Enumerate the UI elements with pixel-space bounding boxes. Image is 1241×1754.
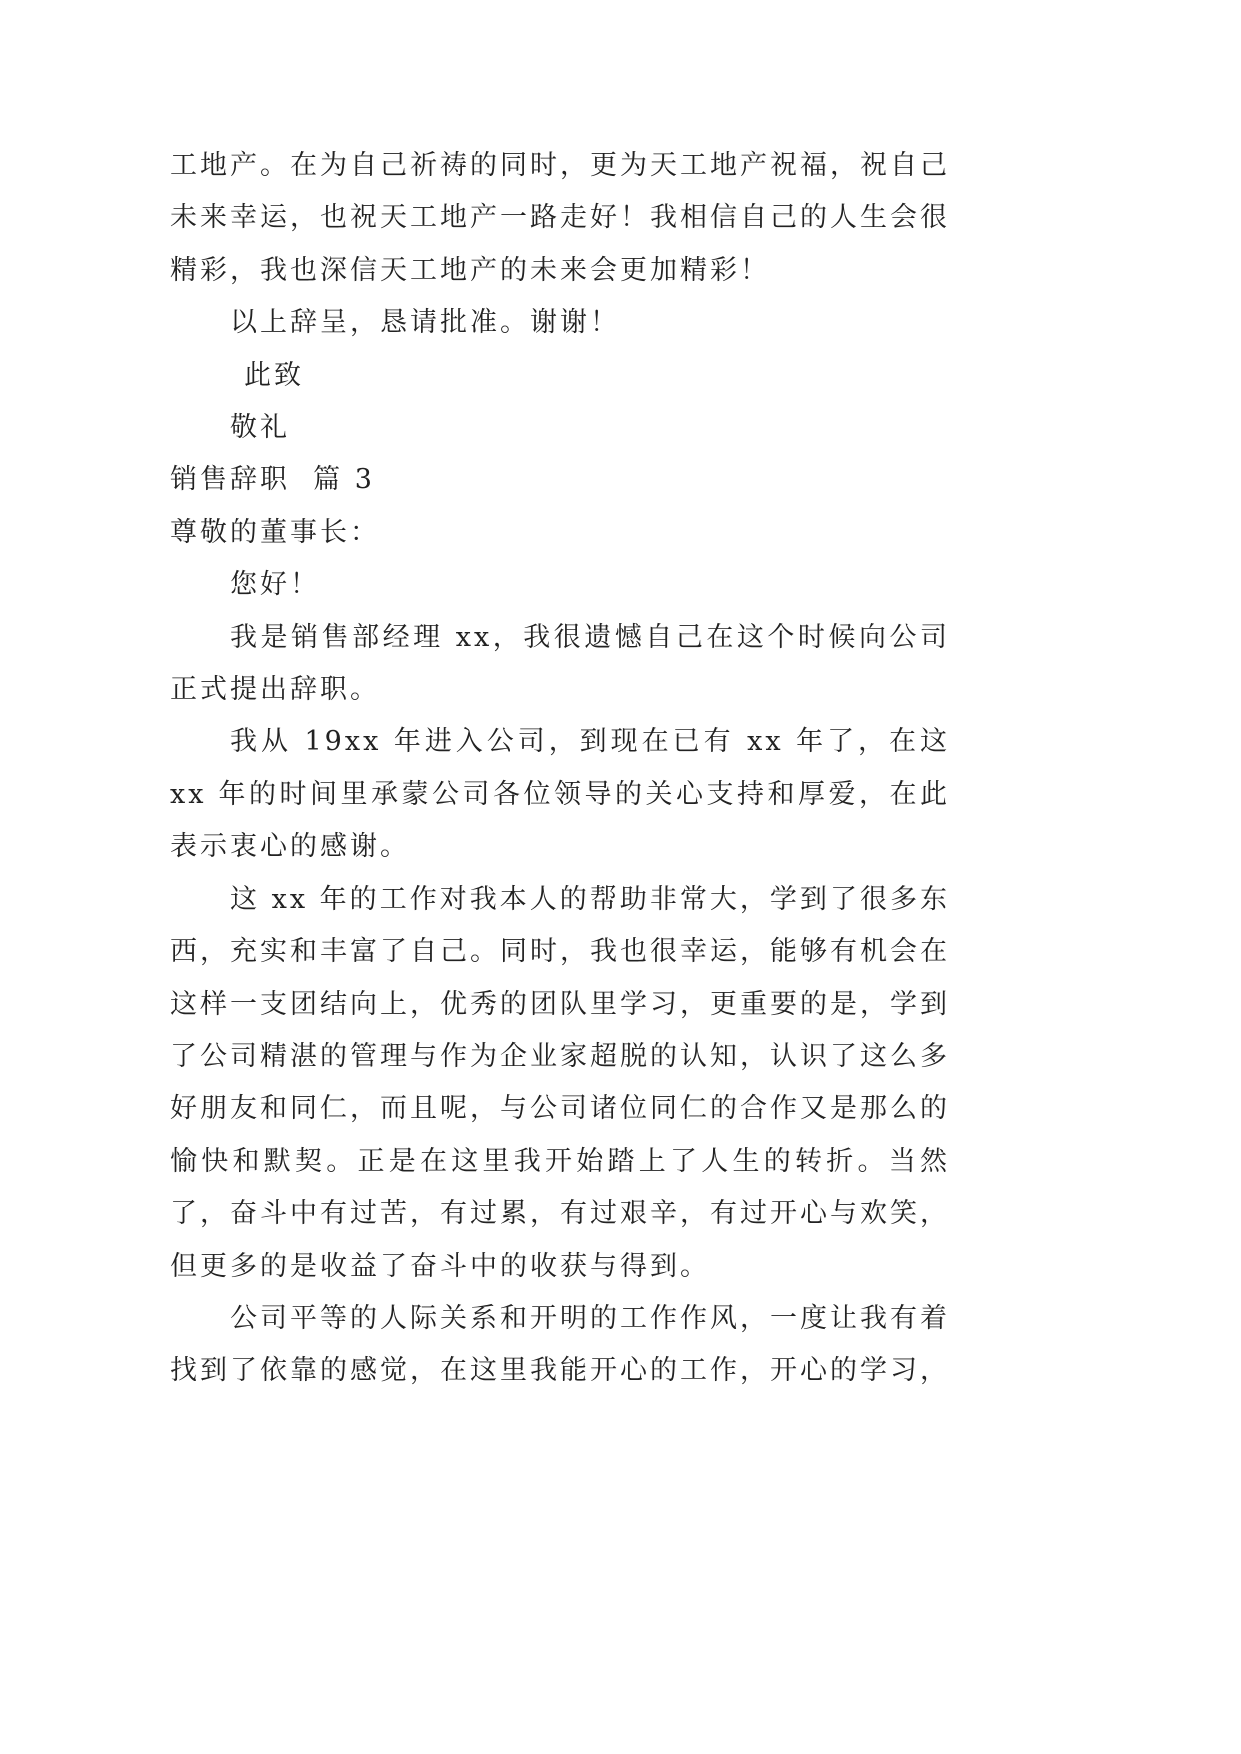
salutation-regards: 敬礼 xyxy=(230,412,290,444)
paragraph-experience: 这 xx 年的工作对我本人的帮助非常大，学到了很多东西，充实和丰富了自己。同时，我也很幸运，能够有机会在这样一支团结向上，优秀的团队里学习，更重要的是，学到了公司精湛的管理与作为企业家超脱的认知，认识了这么多好朋友和同仁，而且呢，与公司诸位同仁的合作又是那么的愉快和默契。正是在这里我开始踏上了人生的转折。当然了，奋斗中有过苦，有过累，有过艰辛，有过开心与欢笑，但更多的是收益了奋斗中的收获与得到。 xyxy=(170,883,950,1282)
paragraph-company-culture: 公司平等的人际关系和开明的工作作风，一度让我有着找到了依靠的感觉，在这里我能开心的工作，开心的学习， xyxy=(170,1302,950,1387)
letter-addressee: 尊敬的董事长： xyxy=(170,516,380,548)
document-body xyxy=(170,140,950,1398)
paragraph-intro: 我是销售部经理 xx，我很遗憾自己在这个时候向公司正式提出辞职。 xyxy=(170,621,950,706)
letter-greeting: 您好！ xyxy=(230,569,320,601)
section-heading: 销售辞职 篇 3 xyxy=(170,464,375,496)
closing-phrase: 此致 xyxy=(244,359,304,391)
paragraph-continuation: 工地产。在为自己祈祷的同时，更为天工地产祝福，祝自己未来幸运，也祝天工地产一路走好！我相信自己的人生会很精彩，我也深信天工地产的未来会更加精彩！ xyxy=(170,150,950,286)
paragraph-history: 我从 19xx 年进入公司，到现在已有 xx 年了，在这 xx 年的时间里承蒙公司各位领导的关心支持和厚爱，在此表示衷心的感谢。 xyxy=(170,726,950,863)
paragraph-closing-request: 以上辞呈，恳请批准。谢谢！ xyxy=(230,307,620,339)
